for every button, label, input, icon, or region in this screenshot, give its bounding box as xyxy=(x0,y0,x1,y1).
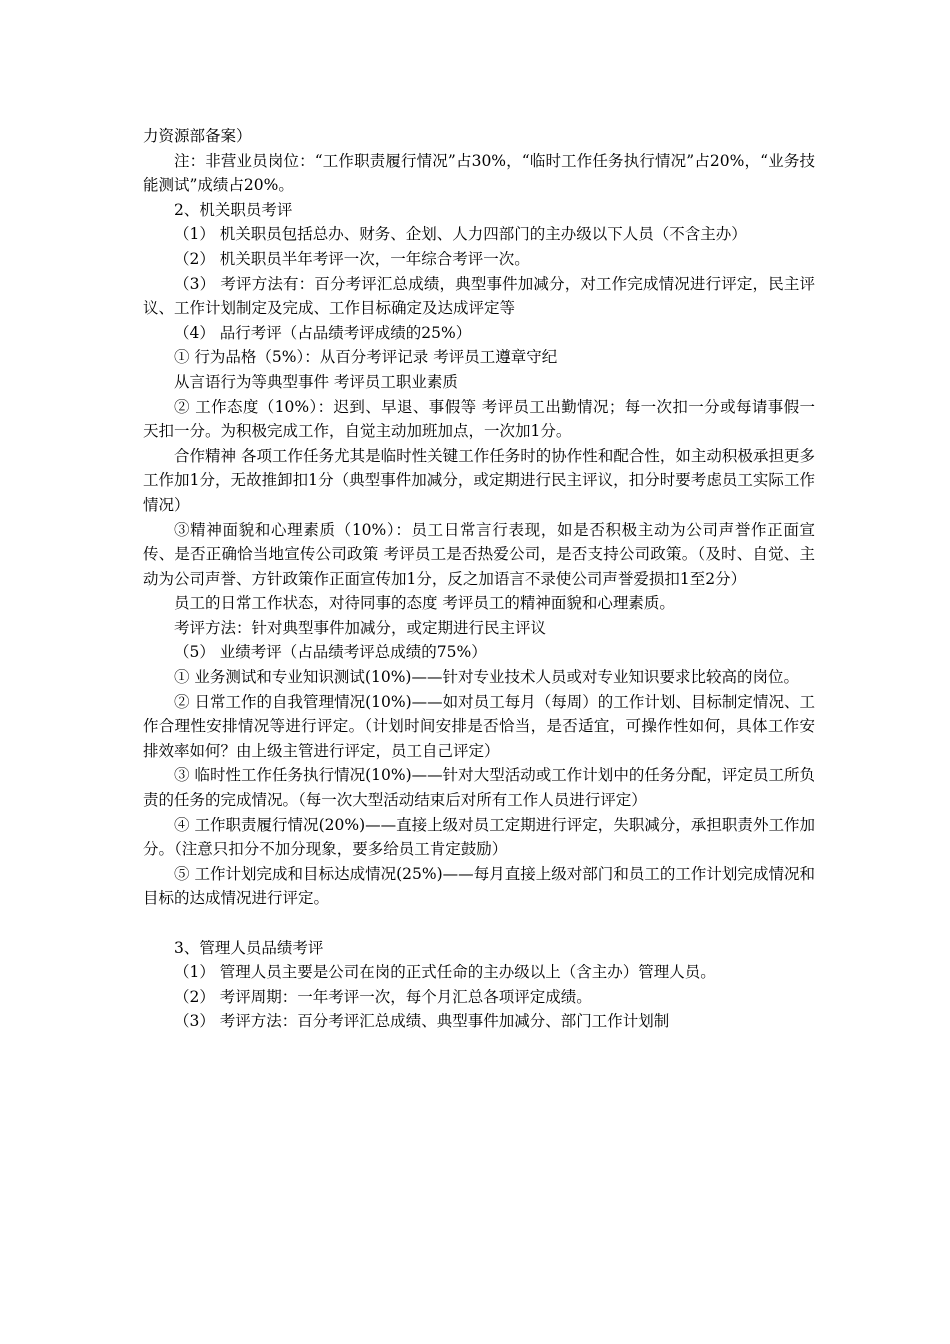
item-self-management: ② 日常工作的自我管理情况(10%)——如对员工每月（每周）的工作计划、目标制定情况、工作合理性安排情况等进行评定。（计划时间安排是否恰当，是否适宜，可操作性如何，具体工作安排效率如何？由上级主管进行评定，员工自己评定） xyxy=(143,692,815,760)
paragraph-2-2: （2） 机关职员半年考评一次，一年综合考评一次。 xyxy=(174,249,530,268)
heading-section-2: 2、机关职员考评 xyxy=(174,200,293,219)
item-plan-completion: ⑤ 工作计划完成和目标达成情况(25%)——每月直接上级对部门和员工的工作计划完成情况和目标的达成情况进行评定。 xyxy=(143,864,815,908)
paragraph-2-4: （4） 品行考评（占品绩考评成绩的25%） xyxy=(174,323,472,342)
paragraph-2-5: （5） 业绩考评（占品绩考评总成绩的75%） xyxy=(174,643,487,662)
item-spirit: ③精神面貌和心理素质（10%）：员工日常言行表现，如是否积极主动为公司声誉作正面宣传、是否正确恰当地宣传公司政策 考评员工是否热爱公司，是否支持公司政策。（及时、自觉、主动为公司声誉、方针政策作正面宣传加1分，反之加语言不录使公司声誉爱损扣1至2分） xyxy=(143,520,815,588)
item-attitude: ② 工作态度（10%）：迟到、早退、事假等 考评员工出勤情况；每一次扣一分或每请事假一天扣一分。为积极完成工作，自觉主动加班加点，一次加1分。 xyxy=(143,397,815,441)
item-cooperation: 合作精神 各项工作任务尤其是临时性关键工作任务时的协作性和配合性，如主动积极承担更多工作加1分，无故推卸扣1分（典型事件加减分，或定期进行民主评议，扣分时要考虑员工实际工作情况） xyxy=(143,446,815,514)
item-business-test: ① 业务测试和专业知识测试(10%)——针对专业技术人员或对专业知识要求比较高的岗位。 xyxy=(174,668,799,687)
paragraph-3-1: （1） 管理人员主要是公司在岗的正式任命的主办级以上（含主办）管理人员。 xyxy=(174,963,716,982)
heading-section-3: 3、管理人员品绩考评 xyxy=(174,938,324,957)
blank-line xyxy=(143,911,815,936)
paragraph-3-2: （2） 考评周期：一年考评一次，每个月汇总各项评定成绩。 xyxy=(174,987,592,1006)
item-evaluation-method: 考评方法：针对典型事件加减分，或定期进行民主评议 xyxy=(174,618,547,637)
item-daily-state: 员工的日常工作状态，对待同事的态度 考评员工的精神面貌和心理素质。 xyxy=(174,594,675,613)
paragraph-2-3: （3） 考评方法有：百分考评汇总成绩，典型事件加减分，对工作完成情况进行评定，民主评议、工作计划制定及完成、工作目标确定及达成评定等 xyxy=(143,274,815,318)
item-temporary-tasks: ③ 临时性工作任务执行情况(10%)——针对大型活动或工作计划中的任务分配，评定员工所负责的任务的完成情况。（每一次大型活动结束后对所有工作人员进行评定） xyxy=(143,766,815,810)
paragraph-hr-filing: 力资源部备案） xyxy=(143,127,252,145)
document-page xyxy=(143,124,815,1034)
item-duty-performance: ④ 工作职责履行情况(20%)——直接上级对员工定期进行评定，失职减分，承担职责外工作加分。（注意只扣分不加分现象，要多给员工肯定鼓励） xyxy=(143,815,815,859)
item-conduct: ① 行为品格（5%）：从百分考评记录 考评员工遵章守纪 xyxy=(174,348,558,367)
item-conduct-continued: 从言语行为等典型事件 考评员工职业素质 xyxy=(174,372,458,391)
paragraph-note: 注：非营业员岗位：“工作职责履行情况”占30%，“临时工作任务执行情况”占20%，“业务技能测试”成绩占20%。 xyxy=(143,151,815,195)
paragraph-3-3: （3） 考评方法：百分考评汇总成绩、典型事件加减分、部门工作计划制 xyxy=(174,1012,670,1031)
paragraph-2-1: （1） 机关职员包括总办、财务、企划、人力四部门的主办级以下人员（不含主办） xyxy=(174,225,747,244)
